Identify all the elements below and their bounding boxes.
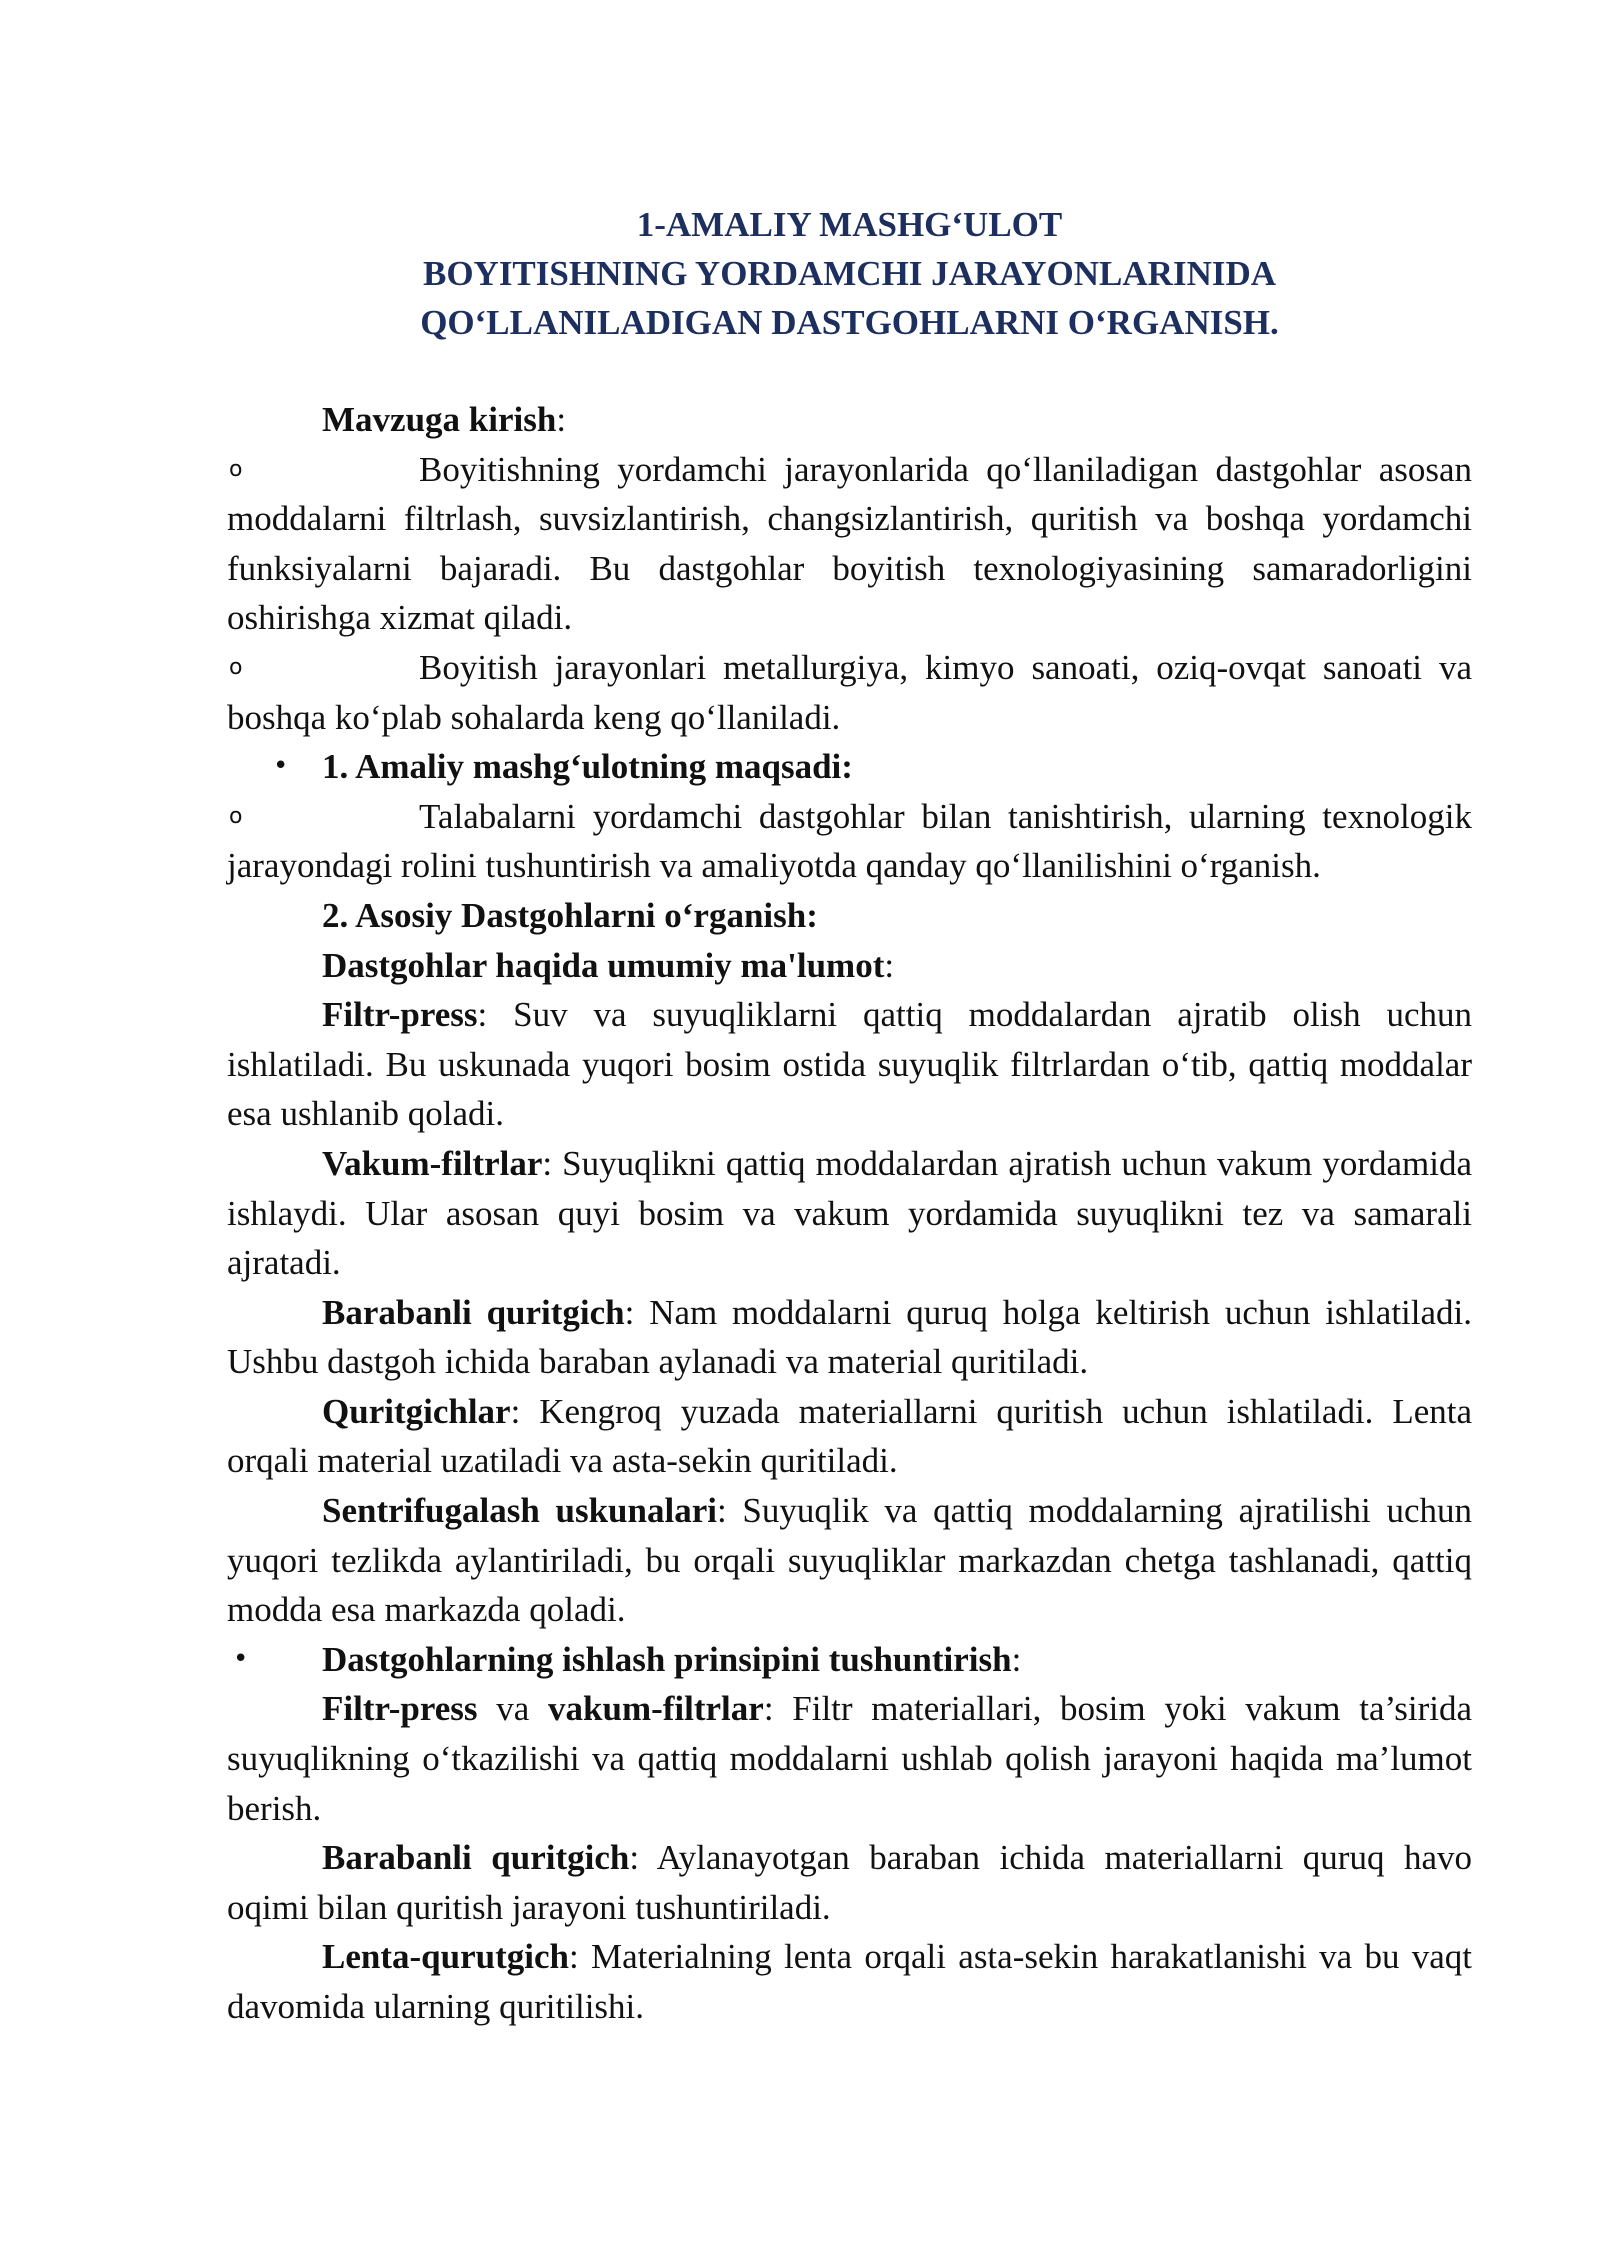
- title-line-3: QO‘LLANILADIGAN DASTGOHLARNI O‘RGANISH.: [420, 303, 1279, 342]
- device-description: : Suv va suyuqliklarni qattiq moddalardan ajratib olish uchun ishlatiladi. Bu uskunada yuqori bosim ostida suyuqlik filtrlardan o‘tib, qattiq moddalar esa ushlanib qoladi.: [227, 995, 1472, 1134]
- intro-heading: [227, 395, 1472, 445]
- device-term: Quritgichlar: [322, 1391, 511, 1431]
- principle-term: Barabanli quritgich: [322, 1838, 630, 1878]
- principle-description: : Materialning lenta orqali asta-sekin harakatlanishi va bu vaqt davomida ularning quritilishi.: [227, 1937, 1472, 2026]
- intro-item-1-text: Boyitishning yordamchi jarayonlarida qo‘llaniladigan dastgohlar asosan moddalarni filtrlash, suvsizlantirish, changsizlantirish, quritish va boshqa yordamchi funksiyalarni bajaradi. Bu dastgohlar boyitish texnologiyasining samaradorligini oshirishga xizmat qiladi.: [227, 449, 1472, 638]
- intro-item-1: [227, 445, 1472, 643]
- bullet-icon: •: [233, 1643, 249, 1674]
- goal-heading: [227, 742, 1472, 792]
- principle-drum-dryer: [227, 1833, 1472, 1932]
- device-filtr-press: [227, 990, 1472, 1139]
- title-line-2: BOYITISHNING YORDAMCHI JARAYONLARINIDA: [422, 254, 1277, 293]
- device-quritgichlar: [227, 1387, 1472, 1486]
- device-description: : Suyuqlikni qattiq moddalardan ajratish uchun vakum yordamida ishlaydi. Ular asosan quyi bosim va vakum yordamida suyuqlikni tez va samarali ajratadi.: [227, 1143, 1472, 1283]
- goal-heading-text: 1. Amaliy mashg‘ulotning maqsadi:: [322, 747, 853, 787]
- device-vakum-filtrlar: [227, 1139, 1472, 1288]
- device-term: Barabanli quritgich: [322, 1292, 625, 1332]
- section2-subheading-colon: :: [884, 945, 895, 985]
- principle-belt-dryer: [227, 1932, 1472, 2031]
- principle-description: : Aylanayotgan baraban ichida materiallarni quruq havo oqimi bilan quritish jarayoni tushuntiriladi.: [227, 1838, 1472, 1927]
- principle-term: Lenta-qurutgich: [322, 1937, 569, 1977]
- intro-item-2: [227, 643, 1472, 742]
- device-description: : Suyuqlik va qattiq moddalarning ajratilishi uchun yuqori tezlikda aylantiriladi, bu orqali suyuqliklar markazdan chetga tashlanadi, qattiq modda esa markazda qoladi.: [227, 1491, 1472, 1630]
- intro-heading-text: Mavzuga kirish: [322, 400, 557, 439]
- section2-heading-text: 2. Asosiy Dastgohlarni o‘rganish:: [322, 895, 818, 935]
- section2-subheading-text: Dastgohlar haqida umumiy ma'lumot: [322, 945, 885, 985]
- principles-heading-text: Dastgohlarning ishlash prinsipini tushuntirish: [322, 1639, 1012, 1679]
- principle-description: : Filtr materiallari, bosim yoki vakum ta’sirida suyuqlikning o‘tkazilishi va qattiq moddalarni ushlab qolish jarayoni haqida ma’lumot berish.: [227, 1689, 1472, 1828]
- device-description: : Nam moddalarni quruq holga keltirish uchun ishlatiladi. Ushbu dastgoh ichida baraban aylanadi va material quritiladi.: [227, 1292, 1472, 1382]
- section2-subheading: [227, 941, 1472, 991]
- principles-heading-colon: :: [1011, 1639, 1022, 1679]
- device-sentrifugalash: [227, 1486, 1472, 1635]
- circle-bullet-icon: o: [229, 654, 243, 680]
- principle-filtration: [227, 1684, 1472, 1833]
- circle-bullet-icon: o: [229, 456, 243, 482]
- document-page: [227, 200, 1472, 2032]
- circle-bullet-icon: o: [229, 803, 243, 829]
- goal-item-text: Talabalarni yordamchi dastgohlar bilan tanishtirish, ularning texnologik jarayondagi rolini tushuntirish va amaliyotda qanday qo‘llanilishini o‘rganish.: [227, 796, 1472, 886]
- principle-term: Filtr-press: [322, 1689, 478, 1729]
- intro-heading-colon: :: [556, 400, 567, 439]
- principle-term: vakum-filtrlar: [548, 1689, 764, 1729]
- device-term: Filtr-press: [322, 995, 478, 1035]
- intro-item-2-text: Boyitish jarayonlari metallurgiya, kimyo sanoati, oziq-ovqat sanoati va boshqa ko‘plab sohalarda keng qo‘llaniladi.: [227, 647, 1472, 737]
- bullet-icon: •: [273, 751, 289, 782]
- device-barabanli-quritgich: [227, 1288, 1472, 1387]
- principle-joiner: va: [477, 1689, 549, 1729]
- device-term: Vakum-filtrlar: [322, 1143, 543, 1183]
- document-title: [227, 200, 1472, 347]
- device-term: Sentrifugalash uskunalari: [322, 1491, 717, 1531]
- section2-heading: [227, 891, 1472, 941]
- principles-heading: [227, 1635, 1472, 1685]
- title-line-1: 1-AMALIY MASHG‘ULOT: [636, 205, 1063, 244]
- goal-item: [227, 792, 1472, 891]
- device-description: : Kengroq yuzada materiallarni quritish uchun ishlatiladi. Lenta orqali material uzatiladi va asta-sekin quritiladi.: [227, 1391, 1472, 1481]
